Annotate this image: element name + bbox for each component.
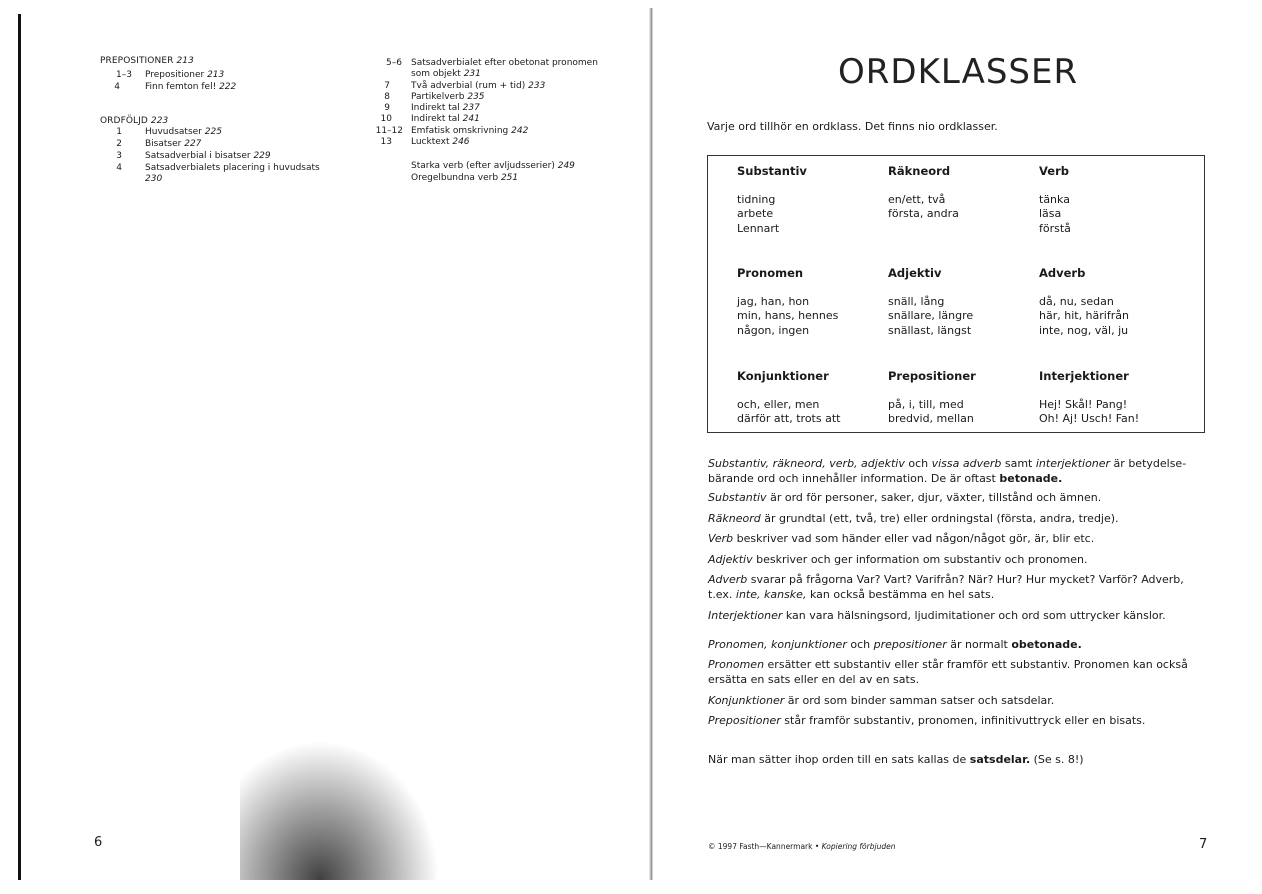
toc-item-num: 13 xyxy=(380,137,392,147)
body-text: och xyxy=(904,457,932,470)
toc-item-num: 10 xyxy=(380,114,392,124)
toc-item-num: 3 xyxy=(116,151,122,161)
emph-text: Räkneord xyxy=(708,512,761,525)
toc-item-page: 251 xyxy=(500,173,519,183)
book-gutter xyxy=(649,8,653,880)
emph-text: Interjektioner xyxy=(708,609,783,622)
body-text: beskriver vad som händer eller vad någon/något gör, är, blir etc. xyxy=(733,532,1095,545)
body-text: står framför substantiv, pronomen, infinitivuttryck eller en bisats. xyxy=(780,714,1146,727)
body-text: svarar på frågorna Var? Vart? Varifrån? När? Hur? Hur mycket? Varför? Adverb, t.ex. xyxy=(708,573,1184,601)
page-title: ORDKLASSER xyxy=(838,52,1079,92)
bold-text: betonade. xyxy=(999,471,1063,485)
toc-item-text: Finn femton fel! xyxy=(145,82,217,92)
emph-text: Adverb xyxy=(708,573,748,586)
emph-text: Konjunktioner xyxy=(708,694,785,707)
toc-item-text: Oregelbundna verb xyxy=(411,173,499,183)
toc-item-text: Indirekt tal xyxy=(411,103,460,113)
toc-item-num: 1 xyxy=(116,127,122,137)
emph-text: vissa adverb xyxy=(931,457,1002,470)
body-text: kan också bestämma en hel sats. xyxy=(806,587,995,601)
body-text: är grundtal (ett, två, tre) eller ordningstal (första, andra, tredje). xyxy=(760,512,1119,525)
word-class-name: Adjektiv xyxy=(888,266,942,280)
word-class-cell xyxy=(737,164,807,236)
toc-heading-page: 213 xyxy=(176,56,194,66)
body-text: (Se s. 8!) xyxy=(1030,753,1084,766)
toc-heading-prepositioner xyxy=(100,56,194,66)
toc-heading-text: PREPOSITIONER xyxy=(100,56,174,66)
toc-item-page: 249 xyxy=(557,161,575,171)
body-text: samt xyxy=(1001,457,1036,470)
toc-item-num: 7 xyxy=(384,81,390,91)
word-class-example: förstå xyxy=(1039,221,1071,235)
word-class-cell xyxy=(1039,164,1071,236)
body-text: ersätter ett substantiv eller står framför ett substantiv. Pronomen kan också ersätta en sats eller en del av en sats. xyxy=(708,658,1188,686)
toc-heading-text: ORDFÖLJD xyxy=(100,116,148,126)
toc-item-text: Prepositioner xyxy=(145,70,205,80)
toc-item-page: 231 xyxy=(463,69,481,79)
toc-item-page: 227 xyxy=(184,139,202,149)
bold-text: obetonade. xyxy=(1011,638,1082,651)
paragraph-interjektioner xyxy=(708,609,1188,624)
toc-item-page: 237 xyxy=(462,103,480,113)
paragraph-substantiv xyxy=(708,491,1188,506)
paragraph-obetonade xyxy=(708,638,1188,653)
word-class-name: Interjektioner xyxy=(1039,369,1129,383)
emph-text: Verb xyxy=(708,532,734,545)
body-text: kan vara hälsningsord, ljudimitationer och ord som uttrycker känslor. xyxy=(782,609,1166,622)
word-class-table xyxy=(707,155,1205,433)
word-class-name: Räkneord xyxy=(888,164,951,178)
word-class-cell xyxy=(888,369,976,427)
word-class-example: Oh! Aj! Usch! Fan! xyxy=(1039,412,1140,425)
emph-text: Substantiv, räkneord, verb, adjektiv xyxy=(708,457,905,470)
word-class-cell xyxy=(888,266,973,338)
word-class-name: Pronomen xyxy=(737,266,804,280)
toc-item-page: 225 xyxy=(204,127,222,137)
scan-shadow xyxy=(240,740,440,880)
toc-heading-page: 223 xyxy=(150,116,169,126)
word-class-example: en/ett, två xyxy=(888,192,946,206)
word-class-example: snällare, längre xyxy=(888,309,974,322)
paragraph-pronomen xyxy=(708,658,1188,687)
word-class-name: Verb xyxy=(1039,164,1069,178)
word-class-name: Substantiv xyxy=(737,164,807,178)
emph-text: interjektioner xyxy=(1035,457,1111,470)
word-class-example: Hej! Skål! Pang! xyxy=(1039,397,1128,411)
copyright-text: © 1997 Fasth—Kannermark • xyxy=(708,842,822,851)
word-class-name: Adverb xyxy=(1039,266,1086,280)
body-text: När man sätter ihop orden till en sats kallas de xyxy=(708,753,970,766)
word-class-example: jag, han, hon xyxy=(737,294,810,308)
toc-item-text: Emfatisk omskrivning xyxy=(411,126,509,136)
toc-item-num: 11–12 xyxy=(375,126,403,136)
word-class-example: tänka xyxy=(1039,192,1070,206)
paragraph-verb xyxy=(708,532,1188,547)
body-text: beskriver och ger information om substantiv och pronomen. xyxy=(752,553,1088,566)
word-class-name: Konjunktioner xyxy=(737,369,829,383)
toc-item-page: 222 xyxy=(219,82,237,92)
emph-text: Pronomen, konjunktioner xyxy=(708,638,847,651)
toc-item-num: 1–3 xyxy=(116,70,132,80)
toc-item-text: Indirekt tal xyxy=(411,114,460,124)
word-class-example: första, andra xyxy=(888,207,959,220)
word-class-cell xyxy=(1039,266,1129,338)
copyright-footer xyxy=(708,842,895,851)
toc-item-page: 229 xyxy=(253,151,271,161)
word-class-example: någon, ingen xyxy=(737,323,810,337)
emph-text: Adjektiv xyxy=(708,553,753,566)
toc-item-text: Bisatser xyxy=(145,139,182,149)
word-class-example: bredvid, mellan xyxy=(888,412,974,425)
toc-item-text: Lucktext xyxy=(411,137,450,147)
toc-item-page: 246 xyxy=(452,137,470,147)
toc-item-page: 242 xyxy=(511,126,529,136)
word-class-example: inte, nog, väl, ju xyxy=(1039,323,1129,337)
copyright-notice: Kopiering förbjuden xyxy=(821,842,896,851)
toc-item-text: Satsadverbialet efter obetonat pronomen xyxy=(411,58,598,68)
toc-item-page: 230 xyxy=(145,174,163,184)
emph-text: Substantiv xyxy=(708,491,767,504)
toc-heading-ordfoljd xyxy=(100,116,168,126)
toc-item-num: 5–6 xyxy=(386,58,402,68)
word-class-cell xyxy=(737,266,838,338)
toc-item-text: Starka verb (efter avljudsserier) xyxy=(411,161,555,171)
toc-item-text: Huvudsatser xyxy=(145,127,202,137)
word-class-example: arbete xyxy=(737,207,774,220)
paragraph-satsdelar xyxy=(708,753,1188,768)
word-class-name: Prepositioner xyxy=(888,369,976,383)
body-text: är betydelse-bärande ord och innehåller information. De är oftast xyxy=(708,457,1187,485)
intro-text: Varje ord tillhör en ordklass. Det finns nio ordklasser. xyxy=(707,120,998,133)
word-class-example: tidning xyxy=(737,192,776,206)
paragraph-betonade xyxy=(708,457,1188,486)
body-text: och xyxy=(846,638,874,651)
word-class-example: därför att, trots att xyxy=(737,412,841,425)
word-class-cell xyxy=(1039,369,1139,427)
paragraph-adjektiv xyxy=(708,553,1188,568)
paragraph-prepositioner xyxy=(708,714,1188,729)
toc-item-page: 235 xyxy=(467,92,485,102)
scan-edge xyxy=(18,14,21,880)
toc-item-text: Satsadverbialets placering i huvudsats xyxy=(145,163,320,173)
toc-item-text: Två adverbial (rum + tid) xyxy=(411,81,526,91)
toc-item-page: 213 xyxy=(207,70,225,80)
emph-text: Prepositioner xyxy=(708,714,781,727)
word-class-example: och, eller, men xyxy=(737,397,820,411)
toc-item-text: Partikelverb xyxy=(411,92,465,102)
bold-text: satsdelar. xyxy=(969,753,1031,766)
body-text: är ord för personer, saker, djur, växter, tillstånd och ämnen. xyxy=(766,491,1102,504)
toc-item-num: 2 xyxy=(116,139,122,149)
paragraph-konjunktioner xyxy=(708,694,1188,709)
toc-item-page: 233 xyxy=(528,81,546,91)
body-text: är ord som binder samman satser och satsdelar. xyxy=(784,694,1055,707)
toc-item-page: 241 xyxy=(462,114,480,124)
word-class-example: läsa xyxy=(1039,207,1062,220)
page-number-right: 7 xyxy=(1199,837,1208,852)
paragraph-adverb xyxy=(708,573,1188,602)
toc-item-text: som objekt xyxy=(411,69,461,79)
word-class-example: Lennart xyxy=(737,221,780,235)
word-class-cell xyxy=(888,164,959,222)
word-class-example: här, hit, härifrån xyxy=(1039,309,1129,322)
word-class-example: då, nu, sedan xyxy=(1039,294,1114,308)
paragraph-rakneord xyxy=(708,512,1188,527)
toc-item-continuation xyxy=(145,174,162,185)
word-class-example: min, hans, hennes xyxy=(737,309,839,322)
word-class-example: på, i, till, med xyxy=(888,397,964,411)
body-text: är normalt xyxy=(946,638,1012,651)
toc-item-num: 4 xyxy=(116,163,122,173)
emph-text: Pronomen xyxy=(708,658,765,671)
toc-item-num: 8 xyxy=(384,92,390,102)
word-class-example: snällast, längst xyxy=(888,323,972,337)
toc-item-num: 9 xyxy=(384,103,390,113)
word-class-example: snäll, lång xyxy=(888,294,945,308)
page-number-left: 6 xyxy=(94,835,103,850)
emph-text: prepositioner xyxy=(873,638,947,651)
word-class-cell xyxy=(737,369,840,427)
toc-item-num: 4 xyxy=(114,82,120,92)
emph-text: inte, kanske, xyxy=(735,587,807,601)
toc-item-text: Satsadverbial i bisatser xyxy=(145,151,251,161)
